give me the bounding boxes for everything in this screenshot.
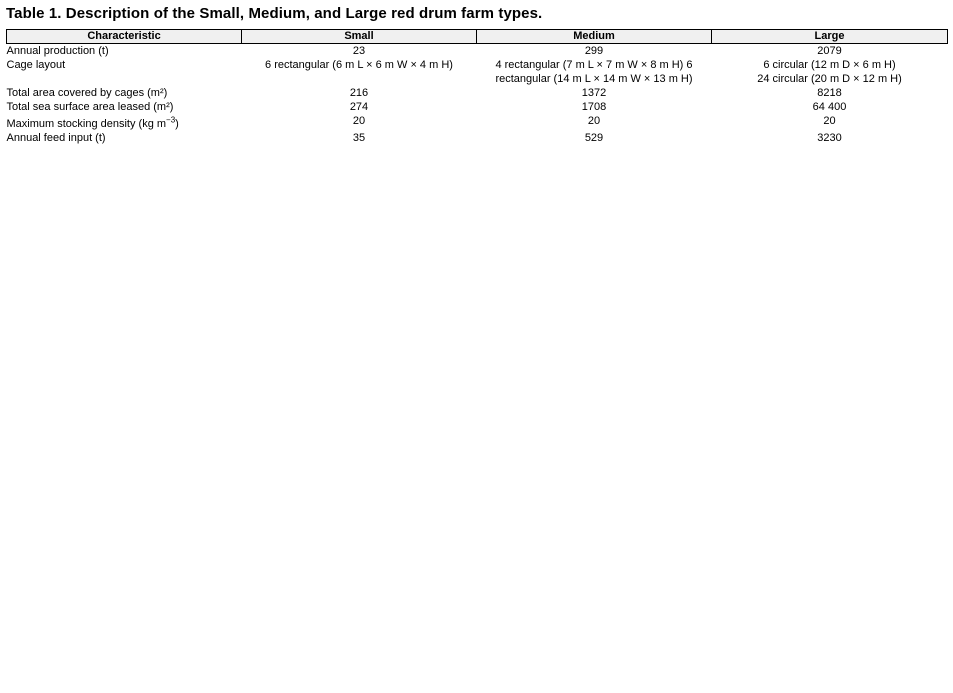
cell-large: 64 400 (812, 101, 847, 113)
farm-types-table (6, 29, 948, 145)
row-label: Total sea surface area leased (m²) (6, 101, 174, 113)
row-label: Annual feed input (t) (6, 132, 106, 144)
cell-large-line-2: 24 circular (20 m D × 12 m H) (757, 73, 902, 85)
header-characteristic: Characteristic (7, 30, 242, 44)
cell-small: 20 (352, 115, 366, 127)
cell-medium-line-2: rectangular (14 m L × 14 m W × 13 m H) (495, 73, 693, 85)
table-header-row (7, 30, 948, 44)
row-label: Total area covered by cages (m²) (6, 87, 168, 99)
cell-medium (477, 58, 712, 86)
table-row-cage-layout (7, 58, 948, 86)
row-label: Annual production (t) (6, 45, 109, 57)
cell-large: 3230 (817, 132, 842, 144)
table-title: Table 1. Description of the Small, Medium, and Large red drum farm types. (6, 5, 543, 22)
cell-small: 6 rectangular (6 m L × 6 m W × 4 m H) (265, 59, 453, 71)
header-medium: Medium (477, 30, 712, 44)
cell-large-line-1: 6 circular (12 m D × 6 m H) (763, 59, 896, 71)
cell-medium: 1708 (581, 101, 607, 113)
row-label: Cage layout (6, 59, 66, 71)
cell-large: 20 (823, 115, 836, 127)
cell-large: 2079 (817, 45, 842, 57)
table-row-stocking-density (7, 114, 948, 131)
cell-small: 35 (352, 132, 366, 144)
row-label-superscript: −3 (166, 115, 176, 125)
cell-small: 274 (349, 101, 369, 113)
row-label-text: Maximum stocking density (kg m (6, 118, 167, 130)
row-label-suffix: ) (175, 118, 179, 130)
cell-large (712, 58, 948, 86)
header-large: Large (712, 30, 948, 44)
table-row-area-cages (7, 86, 948, 100)
table-row-sea-surface (7, 100, 948, 114)
cell-medium: 299 (584, 45, 604, 57)
cell-medium: 529 (584, 132, 604, 144)
cell-large: 8218 (817, 87, 842, 99)
table-row-feed-input (7, 131, 948, 145)
cell-medium: 20 (587, 115, 601, 127)
row-label (7, 114, 242, 131)
cell-medium-line-1: 4 rectangular (7 m L × 7 m W × 8 m H) 6 (495, 59, 693, 71)
cell-small: 216 (349, 87, 369, 99)
cell-medium: 1372 (581, 87, 607, 99)
header-small: Small (242, 30, 477, 44)
table-row-annual-production (7, 44, 948, 59)
cell-small: 23 (352, 45, 366, 57)
